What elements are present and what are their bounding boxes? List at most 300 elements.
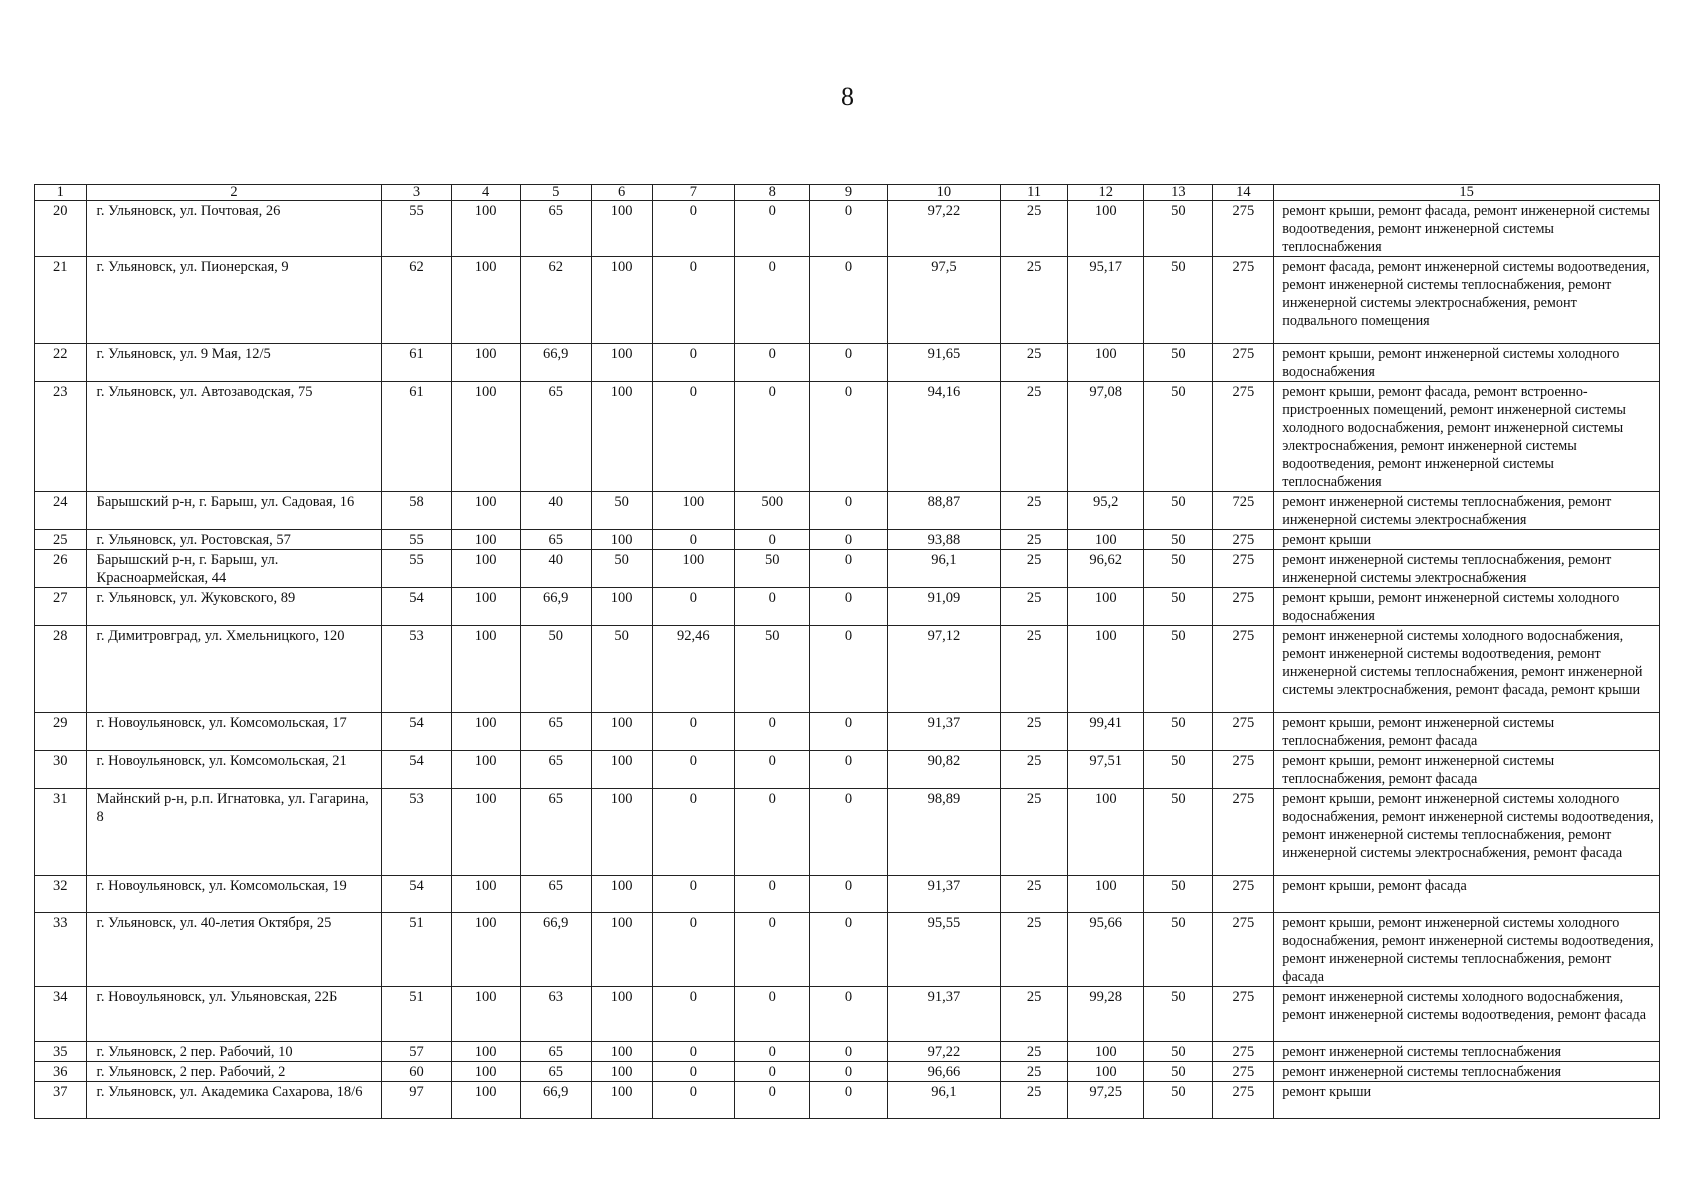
table-row [35,492,1660,530]
works-description-cell: ремонт инженерной системы холодного водоснабжения, ремонт инженерной системы водоотведения, ремонт инженерной системы теплоснабжения, ремонт инженерной системы электроснабжения, ремонт фасада, ремонт крыши [1274,626,1660,713]
value-cell: 50 [1144,1082,1213,1119]
value-cell: 275 [1213,344,1274,382]
value-cell: 0 [652,1042,734,1062]
address-cell: г. Ульяновск, 2 пер. Рабочий, 10 [86,1042,382,1062]
table-row [35,257,1660,344]
value-cell: 25 [1001,257,1068,344]
value-cell: 275 [1213,588,1274,626]
column-header: 10 [887,185,1000,201]
row-number-cell: 27 [35,588,87,626]
value-cell: 0 [810,876,887,913]
value-cell: 100 [451,626,520,713]
value-cell: 91,37 [887,713,1000,751]
value-cell: 0 [810,1042,887,1062]
value-cell: 100 [451,751,520,789]
row-number-cell: 25 [35,530,87,550]
value-cell: 62 [382,257,451,344]
row-number-cell: 36 [35,1062,87,1082]
data-table [34,184,1660,1119]
value-cell: 53 [382,626,451,713]
address-cell: г. Ульяновск, ул. Почтовая, 26 [86,201,382,257]
value-cell: 25 [1001,201,1068,257]
value-cell: 100 [1068,530,1144,550]
value-cell: 54 [382,588,451,626]
value-cell: 66,9 [520,588,591,626]
value-cell: 0 [810,492,887,530]
row-number-cell: 24 [35,492,87,530]
value-cell: 100 [451,1082,520,1119]
row-number-cell: 35 [35,1042,87,1062]
value-cell: 25 [1001,987,1068,1042]
value-cell: 100 [451,382,520,492]
value-cell: 99,28 [1068,987,1144,1042]
value-cell: 25 [1001,1042,1068,1062]
value-cell: 50 [1144,1062,1213,1082]
value-cell: 50 [1144,913,1213,987]
value-cell: 100 [591,201,652,257]
value-cell: 100 [591,382,652,492]
value-cell: 40 [520,492,591,530]
value-cell: 0 [810,913,887,987]
column-header: 3 [382,185,451,201]
value-cell: 100 [652,492,734,530]
value-cell: 275 [1213,201,1274,257]
works-description-cell: ремонт инженерной системы теплоснабжения, ремонт инженерной системы электроснабжения [1274,492,1660,530]
value-cell: 91,09 [887,588,1000,626]
value-cell: 58 [382,492,451,530]
page-number: 8 [841,82,854,111]
value-cell: 0 [810,588,887,626]
column-header: 14 [1213,185,1274,201]
column-header: 12 [1068,185,1144,201]
table-row [35,530,1660,550]
value-cell: 0 [735,789,810,876]
value-cell: 25 [1001,530,1068,550]
value-cell: 0 [652,257,734,344]
works-description-cell: ремонт крыши, ремонт фасада, ремонт инженерной системы водоотведения, ремонт инженерной системы теплоснабжения [1274,201,1660,257]
value-cell: 50 [1144,751,1213,789]
value-cell: 100 [451,550,520,588]
value-cell: 100 [591,344,652,382]
works-description-cell: ремонт крыши, ремонт фасада [1274,876,1660,913]
value-cell: 0 [810,344,887,382]
value-cell: 98,89 [887,789,1000,876]
value-cell: 50 [520,626,591,713]
value-cell: 50 [1144,530,1213,550]
value-cell: 97,5 [887,257,1000,344]
works-description-cell: ремонт крыши, ремонт инженерной системы холодного водоснабжения [1274,344,1660,382]
column-header: 7 [652,185,734,201]
row-number-cell: 26 [35,550,87,588]
address-cell: г. Ульяновск, ул. 40-летия Октября, 25 [86,913,382,987]
column-header: 15 [1274,185,1660,201]
value-cell: 25 [1001,1082,1068,1119]
works-description-cell: ремонт инженерной системы теплоснабжения [1274,1062,1660,1082]
value-cell: 97,08 [1068,382,1144,492]
value-cell: 100 [591,913,652,987]
table-row [35,751,1660,789]
column-header: 2 [86,185,382,201]
value-cell: 95,55 [887,913,1000,987]
column-header: 11 [1001,185,1068,201]
value-cell: 50 [591,626,652,713]
value-cell: 100 [591,530,652,550]
works-description-cell: ремонт крыши, ремонт инженерной системы холодного водоснабжения, ремонт инженерной системы водоотведения, ремонт инженерной системы теплоснабжения, ремонт инженерной системы электроснабжения, ремонт фасада [1274,789,1660,876]
table-row [35,588,1660,626]
value-cell: 0 [810,201,887,257]
address-cell: г. Новоульяновск, ул. Комсомольская, 17 [86,713,382,751]
value-cell: 95,66 [1068,913,1144,987]
value-cell: 25 [1001,492,1068,530]
value-cell: 54 [382,876,451,913]
value-cell: 66,9 [520,913,591,987]
value-cell: 100 [451,530,520,550]
value-cell: 100 [591,1062,652,1082]
value-cell: 100 [451,1062,520,1082]
works-description-cell: ремонт инженерной системы холодного водоснабжения, ремонт инженерной системы водоотведения, ремонт фасада [1274,987,1660,1042]
value-cell: 0 [810,550,887,588]
row-number-cell: 28 [35,626,87,713]
value-cell: 96,1 [887,550,1000,588]
works-description-cell: ремонт инженерной системы теплоснабжения [1274,1042,1660,1062]
column-header: 9 [810,185,887,201]
value-cell: 0 [810,751,887,789]
value-cell: 50 [1144,713,1213,751]
value-cell: 25 [1001,588,1068,626]
value-cell: 0 [652,789,734,876]
value-cell: 275 [1213,1042,1274,1062]
value-cell: 0 [652,913,734,987]
value-cell: 97,22 [887,1042,1000,1062]
value-cell: 63 [520,987,591,1042]
value-cell: 100 [591,789,652,876]
value-cell: 100 [591,876,652,913]
value-cell: 275 [1213,1082,1274,1119]
value-cell: 100 [451,344,520,382]
value-cell: 50 [1144,201,1213,257]
column-header: 5 [520,185,591,201]
value-cell: 0 [652,382,734,492]
value-cell: 725 [1213,492,1274,530]
value-cell: 0 [652,530,734,550]
row-number-cell: 32 [35,876,87,913]
value-cell: 0 [735,751,810,789]
table-row [35,1062,1660,1082]
value-cell: 50 [735,550,810,588]
address-cell: г. Новоульяновск, ул. Комсомольская, 21 [86,751,382,789]
value-cell: 100 [591,713,652,751]
value-cell: 275 [1213,751,1274,789]
address-cell: Барышский р-н, г. Барыш, ул. Садовая, 16 [86,492,382,530]
works-description-cell: ремонт инженерной системы теплоснабжения, ремонт инженерной системы электроснабжения [1274,550,1660,588]
value-cell: 25 [1001,626,1068,713]
value-cell: 65 [520,201,591,257]
value-cell: 51 [382,987,451,1042]
value-cell: 100 [451,492,520,530]
row-number-cell: 29 [35,713,87,751]
value-cell: 100 [591,588,652,626]
value-cell: 0 [652,201,734,257]
address-cell: Майнский р-н, р.п. Игнатовка, ул. Гагарина, 8 [86,789,382,876]
table-row [35,876,1660,913]
value-cell: 65 [520,530,591,550]
value-cell: 275 [1213,987,1274,1042]
table-row [35,201,1660,257]
works-description-cell: ремонт фасада, ремонт инженерной системы водоотведения, ремонт инженерной системы теплоснабжения, ремонт инженерной системы электроснабжения, ремонт подвального помещения [1274,257,1660,344]
value-cell: 0 [735,1062,810,1082]
value-cell: 65 [520,713,591,751]
value-cell: 95,17 [1068,257,1144,344]
address-cell: г. Ульяновск, ул. Академика Сахарова, 18/6 [86,1082,382,1119]
address-cell: г. Ульяновск, ул. Автозаводская, 75 [86,382,382,492]
value-cell: 100 [451,713,520,751]
address-cell: г. Ульяновск, ул. Жуковского, 89 [86,588,382,626]
value-cell: 97,22 [887,201,1000,257]
value-cell: 0 [810,713,887,751]
value-cell: 100 [652,550,734,588]
value-cell: 95,2 [1068,492,1144,530]
value-cell: 0 [735,201,810,257]
value-cell: 0 [735,257,810,344]
value-cell: 100 [1068,201,1144,257]
value-cell: 50 [1144,382,1213,492]
value-cell: 96,66 [887,1062,1000,1082]
table-row [35,1042,1660,1062]
address-cell: Барышский р-н, г. Барыш, ул. Красноармейская, 44 [86,550,382,588]
value-cell: 62 [520,257,591,344]
row-number-cell: 20 [35,201,87,257]
row-number-cell: 33 [35,913,87,987]
value-cell: 0 [652,588,734,626]
value-cell: 0 [652,751,734,789]
address-cell: г. Новоульяновск, ул. Ульяновская, 22Б [86,987,382,1042]
value-cell: 66,9 [520,1082,591,1119]
value-cell: 275 [1213,876,1274,913]
value-cell: 500 [735,492,810,530]
value-cell: 0 [810,257,887,344]
value-cell: 25 [1001,751,1068,789]
address-cell: г. Ульяновск, ул. Ростовская, 57 [86,530,382,550]
value-cell: 50 [735,626,810,713]
value-cell: 25 [1001,382,1068,492]
table-header-row [35,185,1660,201]
value-cell: 50 [1144,626,1213,713]
value-cell: 0 [735,876,810,913]
value-cell: 0 [735,588,810,626]
value-cell: 25 [1001,789,1068,876]
value-cell: 88,87 [887,492,1000,530]
value-cell: 90,82 [887,751,1000,789]
value-cell: 0 [652,987,734,1042]
value-cell: 50 [1144,789,1213,876]
value-cell: 0 [652,713,734,751]
table-row [35,987,1660,1042]
value-cell: 0 [810,382,887,492]
value-cell: 0 [735,530,810,550]
value-cell: 100 [451,876,520,913]
value-cell: 50 [1144,1042,1213,1062]
value-cell: 0 [652,344,734,382]
value-cell: 51 [382,913,451,987]
value-cell: 61 [382,344,451,382]
value-cell: 96,62 [1068,550,1144,588]
value-cell: 50 [1144,987,1213,1042]
value-cell: 100 [1068,789,1144,876]
value-cell: 0 [810,789,887,876]
value-cell: 100 [451,257,520,344]
column-header: 1 [35,185,87,201]
address-cell: г. Новоульяновск, ул. Комсомольская, 19 [86,876,382,913]
row-number-cell: 21 [35,257,87,344]
value-cell: 53 [382,789,451,876]
value-cell: 100 [1068,588,1144,626]
value-cell: 50 [1144,550,1213,588]
value-cell: 25 [1001,913,1068,987]
row-number-cell: 31 [35,789,87,876]
value-cell: 91,37 [887,987,1000,1042]
value-cell: 0 [652,876,734,913]
value-cell: 66,9 [520,344,591,382]
value-cell: 97,25 [1068,1082,1144,1119]
value-cell: 97,12 [887,626,1000,713]
value-cell: 100 [451,1042,520,1062]
value-cell: 100 [1068,344,1144,382]
value-cell: 100 [1068,1042,1144,1062]
value-cell: 100 [591,257,652,344]
value-cell: 94,16 [887,382,1000,492]
table-row [35,913,1660,987]
works-description-cell: ремонт крыши, ремонт фасада, ремонт встроенно-пристроенных помещений, ремонт инженерной системы холодного водоснабжения, ремонт инженерной системы электроснабжения, ремонт инженерной системы водоотведения, ремонт инженерной системы теплоснабжения [1274,382,1660,492]
works-description-cell: ремонт крыши, ремонт инженерной системы теплоснабжения, ремонт фасада [1274,713,1660,751]
value-cell: 50 [591,492,652,530]
column-header: 8 [735,185,810,201]
value-cell: 25 [1001,550,1068,588]
value-cell: 61 [382,382,451,492]
value-cell: 100 [1068,626,1144,713]
column-header: 13 [1144,185,1213,201]
works-description-cell: ремонт крыши, ремонт инженерной системы холодного водоснабжения [1274,588,1660,626]
table-row [35,550,1660,588]
value-cell: 65 [520,789,591,876]
value-cell: 275 [1213,550,1274,588]
value-cell: 65 [520,382,591,492]
value-cell: 65 [520,1042,591,1062]
value-cell: 65 [520,751,591,789]
value-cell: 97,51 [1068,751,1144,789]
value-cell: 0 [735,987,810,1042]
value-cell: 57 [382,1042,451,1062]
value-cell: 93,88 [887,530,1000,550]
value-cell: 0 [810,1082,887,1119]
value-cell: 275 [1213,913,1274,987]
value-cell: 25 [1001,876,1068,913]
value-cell: 100 [451,588,520,626]
value-cell: 55 [382,550,451,588]
value-cell: 50 [1144,876,1213,913]
value-cell: 55 [382,530,451,550]
value-cell: 100 [1068,876,1144,913]
value-cell: 0 [810,626,887,713]
table-row [35,344,1660,382]
value-cell: 275 [1213,1062,1274,1082]
value-cell: 100 [451,201,520,257]
value-cell: 25 [1001,1062,1068,1082]
value-cell: 0 [735,382,810,492]
value-cell: 91,37 [887,876,1000,913]
value-cell: 275 [1213,789,1274,876]
value-cell: 50 [1144,257,1213,344]
value-cell: 100 [591,1082,652,1119]
value-cell: 0 [810,530,887,550]
value-cell: 275 [1213,626,1274,713]
value-cell: 65 [520,876,591,913]
value-cell: 100 [451,913,520,987]
value-cell: 0 [652,1062,734,1082]
value-cell: 50 [1144,588,1213,626]
value-cell: 100 [591,987,652,1042]
value-cell: 25 [1001,713,1068,751]
value-cell: 0 [810,987,887,1042]
works-description-cell: ремонт крыши [1274,530,1660,550]
value-cell: 275 [1213,713,1274,751]
value-cell: 60 [382,1062,451,1082]
value-cell: 275 [1213,382,1274,492]
table-row [35,713,1660,751]
value-cell: 100 [1068,1062,1144,1082]
value-cell: 25 [1001,344,1068,382]
value-cell: 0 [652,1082,734,1119]
value-cell: 50 [591,550,652,588]
value-cell: 50 [1144,344,1213,382]
column-header: 4 [451,185,520,201]
value-cell: 92,46 [652,626,734,713]
works-description-cell: ремонт крыши, ремонт инженерной системы теплоснабжения, ремонт фасада [1274,751,1660,789]
address-cell: г. Ульяновск, ул. 9 Мая, 12/5 [86,344,382,382]
value-cell: 0 [735,1042,810,1062]
table-row [35,382,1660,492]
works-description-cell: ремонт крыши [1274,1082,1660,1119]
table-row [35,626,1660,713]
address-cell: г. Ульяновск, ул. Пионерская, 9 [86,257,382,344]
row-number-cell: 30 [35,751,87,789]
value-cell: 54 [382,751,451,789]
value-cell: 0 [735,1082,810,1119]
value-cell: 40 [520,550,591,588]
value-cell: 96,1 [887,1082,1000,1119]
row-number-cell: 37 [35,1082,87,1119]
works-description-cell: ремонт крыши, ремонт инженерной системы холодного водоснабжения, ремонт инженерной системы водоотведения, ремонт инженерной системы теплоснабжения, ремонт фасада [1274,913,1660,987]
value-cell: 275 [1213,257,1274,344]
value-cell: 55 [382,201,451,257]
address-cell: г. Ульяновск, 2 пер. Рабочий, 2 [86,1062,382,1082]
value-cell: 54 [382,713,451,751]
value-cell: 275 [1213,530,1274,550]
row-number-cell: 23 [35,382,87,492]
row-number-cell: 34 [35,987,87,1042]
value-cell: 100 [591,751,652,789]
value-cell: 100 [591,1042,652,1062]
value-cell: 97 [382,1082,451,1119]
value-cell: 0 [810,1062,887,1082]
value-cell: 50 [1144,492,1213,530]
value-cell: 91,65 [887,344,1000,382]
value-cell: 65 [520,1062,591,1082]
value-cell: 99,41 [1068,713,1144,751]
table-row [35,789,1660,876]
address-cell: г. Димитровград, ул. Хмельницкого, 120 [86,626,382,713]
table-row [35,1082,1660,1119]
value-cell: 100 [451,987,520,1042]
